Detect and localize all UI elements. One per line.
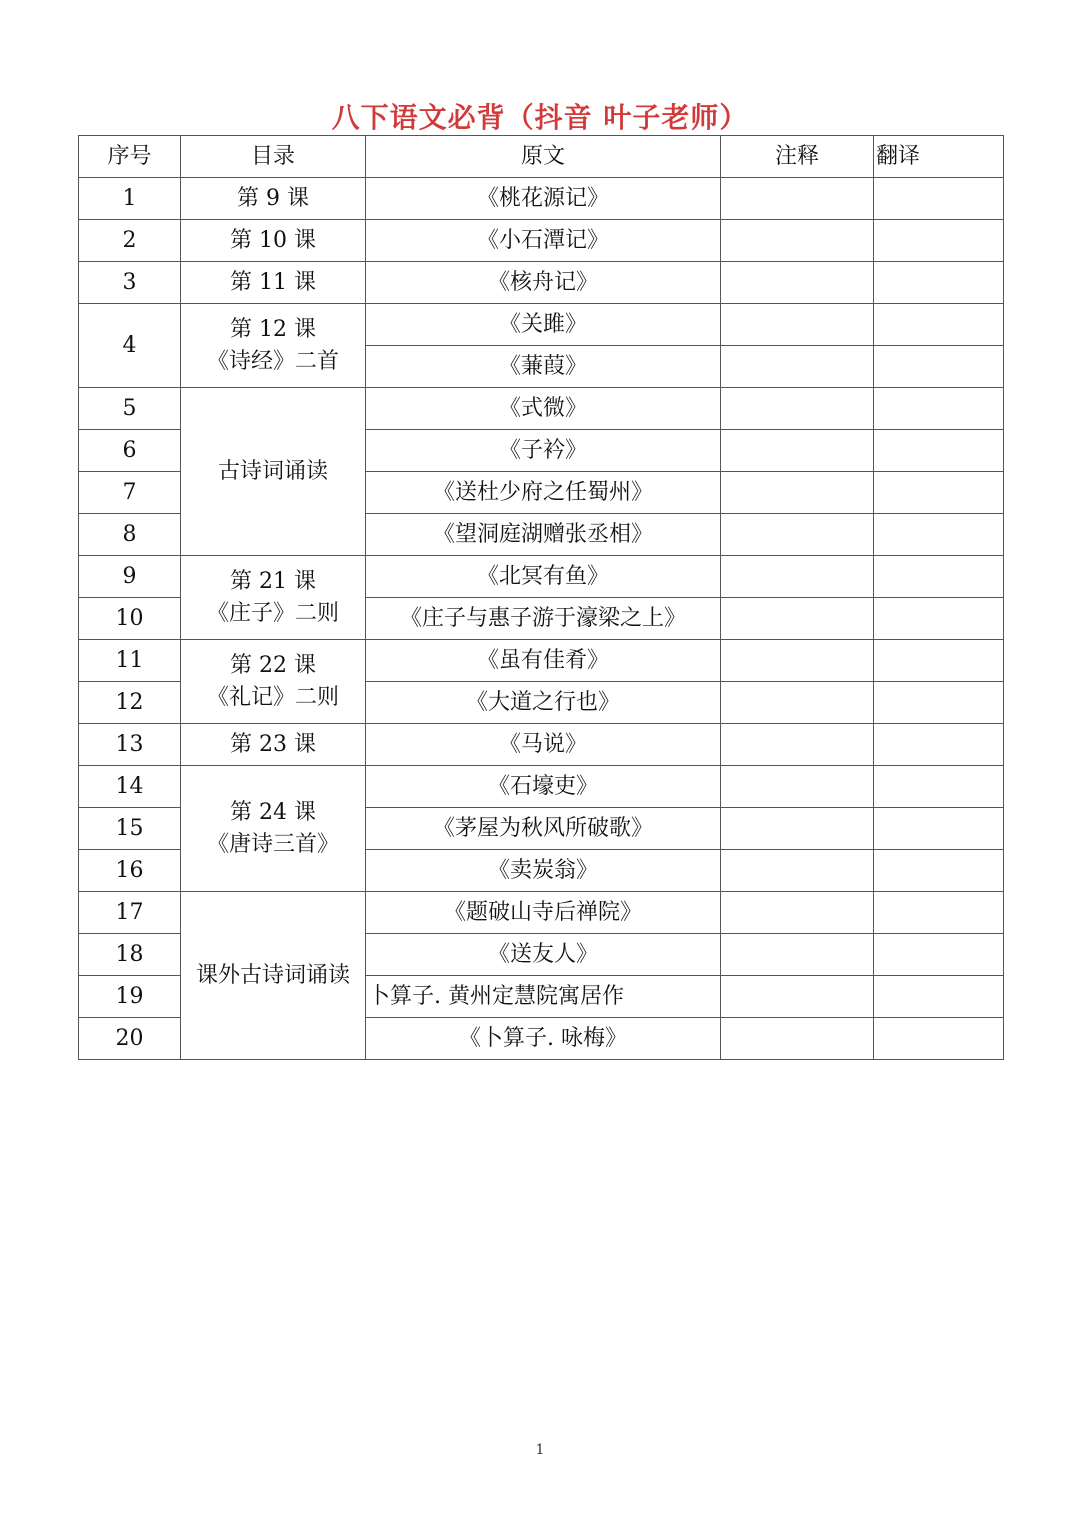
catalog-cell: 古诗词诵读: [181, 388, 366, 556]
notes-cell[interactable]: [721, 766, 874, 808]
text-cell: 《大道之行也》: [366, 682, 721, 724]
translation-cell[interactable]: [874, 892, 1004, 934]
translation-cell[interactable]: [874, 934, 1004, 976]
catalog-line: 第 22 课: [230, 652, 316, 678]
notes-cell[interactable]: [721, 178, 874, 220]
row-no: 18: [79, 934, 181, 976]
catalog-line: 第 21 课: [230, 568, 316, 594]
translation-cell[interactable]: [874, 1018, 1004, 1060]
table-row: [79, 220, 1004, 262]
text-cell: 《庄子与惠子游于濠梁之上》: [366, 598, 721, 640]
page-number: 1: [535, 1442, 545, 1458]
notes-cell[interactable]: [721, 220, 874, 262]
table-row: [79, 262, 1004, 304]
translation-cell[interactable]: [874, 430, 1004, 472]
notes-cell[interactable]: [721, 1018, 874, 1060]
notes-cell[interactable]: [721, 598, 874, 640]
row-no: 1: [79, 178, 181, 220]
catalog-line: 《庄子》二则: [206, 600, 339, 626]
row-no: 19: [79, 976, 181, 1018]
table-row: [79, 178, 1004, 220]
text-cell: 卜算子. 黄州定慧院寓居作: [366, 976, 721, 1018]
translation-cell[interactable]: [874, 472, 1004, 514]
row-no: 12: [79, 682, 181, 724]
text-cell: 《石壕吏》: [366, 766, 721, 808]
catalog-line: 第 24 课: [230, 799, 316, 825]
translation-cell[interactable]: [874, 262, 1004, 304]
row-no: 20: [79, 1018, 181, 1060]
text-cell: 《题破山寺后禅院》: [366, 892, 721, 934]
recitation-table: [78, 135, 1004, 1060]
notes-cell[interactable]: [721, 388, 874, 430]
table-row: [79, 766, 1004, 808]
notes-cell[interactable]: [721, 892, 874, 934]
table-header-row: [79, 136, 1004, 178]
text-cell: 《送友人》: [366, 934, 721, 976]
notes-cell[interactable]: [721, 808, 874, 850]
catalog-cell: 课外古诗词诵读: [181, 892, 366, 1060]
notes-cell[interactable]: [721, 514, 874, 556]
notes-cell[interactable]: [721, 850, 874, 892]
translation-cell[interactable]: [874, 388, 1004, 430]
row-no: 4: [79, 304, 181, 388]
table-row: [79, 640, 1004, 682]
translation-cell[interactable]: [874, 724, 1004, 766]
translation-cell[interactable]: [874, 808, 1004, 850]
header-text: 原文: [366, 136, 721, 178]
notes-cell[interactable]: [721, 640, 874, 682]
translation-cell[interactable]: [874, 850, 1004, 892]
table-row: [79, 388, 1004, 430]
text-cell: 《北冥有鱼》: [366, 556, 721, 598]
notes-cell[interactable]: [721, 976, 874, 1018]
notes-cell[interactable]: [721, 346, 874, 388]
catalog-cell: [181, 556, 366, 640]
translation-cell[interactable]: [874, 766, 1004, 808]
catalog-cell: [181, 766, 366, 892]
translation-cell[interactable]: [874, 514, 1004, 556]
notes-cell[interactable]: [721, 682, 874, 724]
translation-cell[interactable]: [874, 346, 1004, 388]
catalog-cell: 第 10 课: [181, 220, 366, 262]
notes-cell[interactable]: [721, 556, 874, 598]
row-no: 8: [79, 514, 181, 556]
row-no: 7: [79, 472, 181, 514]
notes-cell[interactable]: [721, 934, 874, 976]
notes-cell[interactable]: [721, 472, 874, 514]
translation-cell[interactable]: [874, 640, 1004, 682]
row-no: 2: [79, 220, 181, 262]
page-title: 八下语文必背（抖音 叶子老师）: [331, 101, 749, 134]
translation-cell[interactable]: [874, 556, 1004, 598]
text-cell: 《小石潭记》: [366, 220, 721, 262]
row-no: 17: [79, 892, 181, 934]
translation-cell[interactable]: [874, 178, 1004, 220]
catalog-line: 第 12 课: [230, 316, 316, 342]
catalog-cell: 第 23 课: [181, 724, 366, 766]
row-no: 14: [79, 766, 181, 808]
translation-cell[interactable]: [874, 220, 1004, 262]
row-no: 13: [79, 724, 181, 766]
table-row: [79, 892, 1004, 934]
translation-cell[interactable]: [874, 976, 1004, 1018]
catalog-cell: [181, 304, 366, 388]
notes-cell[interactable]: [721, 724, 874, 766]
row-no: 5: [79, 388, 181, 430]
text-cell: 《式微》: [366, 388, 721, 430]
text-cell: 《核舟记》: [366, 262, 721, 304]
text-cell: 《望洞庭湖赠张丞相》: [366, 514, 721, 556]
translation-cell[interactable]: [874, 682, 1004, 724]
header-translation: 翻译: [874, 136, 1004, 178]
notes-cell[interactable]: [721, 262, 874, 304]
notes-cell[interactable]: [721, 304, 874, 346]
table-row: [79, 304, 1004, 346]
text-cell: 《马说》: [366, 724, 721, 766]
catalog-cell: 第 9 课: [181, 178, 366, 220]
text-cell: 《送杜少府之任蜀州》: [366, 472, 721, 514]
text-cell: 《关雎》: [366, 304, 721, 346]
header-no: 序号: [79, 136, 181, 178]
catalog-line: 《唐诗三首》: [206, 831, 339, 857]
catalog-line: 《诗经》二首: [206, 348, 339, 374]
table-row: [79, 556, 1004, 598]
table-row: [79, 724, 1004, 766]
text-cell: 《蒹葭》: [366, 346, 721, 388]
notes-cell[interactable]: [721, 430, 874, 472]
text-cell: 《卜算子. 咏梅》: [366, 1018, 721, 1060]
text-cell: 《桃花源记》: [366, 178, 721, 220]
translation-cell[interactable]: [874, 598, 1004, 640]
catalog-line: 《礼记》二则: [206, 684, 339, 710]
text-cell: 《子衿》: [366, 430, 721, 472]
row-no: 11: [79, 640, 181, 682]
text-cell: 《茅屋为秋风所破歌》: [366, 808, 721, 850]
catalog-cell: [181, 640, 366, 724]
text-cell: 《虽有佳肴》: [366, 640, 721, 682]
row-no: 9: [79, 556, 181, 598]
row-no: 16: [79, 850, 181, 892]
row-no: 6: [79, 430, 181, 472]
row-no: 10: [79, 598, 181, 640]
row-no: 3: [79, 262, 181, 304]
row-no: 15: [79, 808, 181, 850]
header-notes: 注释: [721, 136, 874, 178]
translation-cell[interactable]: [874, 304, 1004, 346]
header-catalog: 目录: [181, 136, 366, 178]
catalog-cell: 第 11 课: [181, 262, 366, 304]
text-cell: 《卖炭翁》: [366, 850, 721, 892]
